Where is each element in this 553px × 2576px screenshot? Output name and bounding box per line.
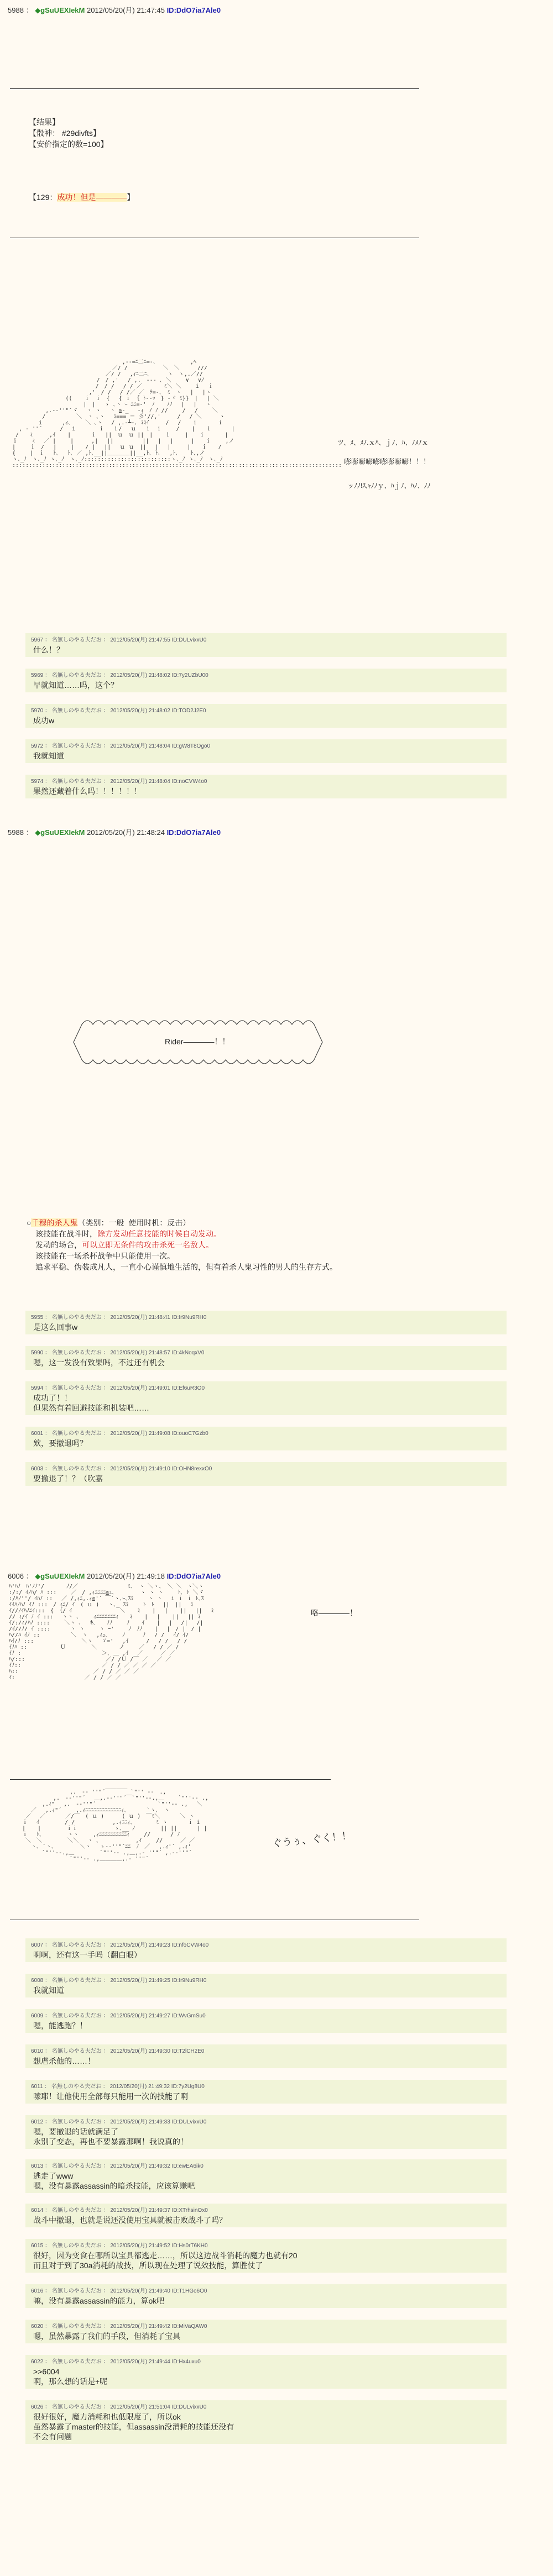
skill-line: 该技能在一场杀杯战争中只能使用一次。 xyxy=(35,1252,175,1260)
post-date: 2012/05/20(月) 21:49:18 xyxy=(87,1572,165,1580)
skill-line: 发动的场合，可以立即无条件的攻击杀死一名敌人。 xyxy=(35,1240,213,1249)
reply-meta[interactable]: 5969 ： 名無しのやる夫だお ： 2012/05/20(月) 21:48:02 ID:7y2UZbU00 xyxy=(31,672,208,679)
reply-meta[interactable]: 6013 ： 名無しのやる夫だお ： 2012/05/20(月) 21:49:32 ID:ewEA6ik0 xyxy=(31,2163,204,2169)
poster-name[interactable]: ◆gSuUEXIekM xyxy=(35,828,85,837)
result-line: 【结果】 xyxy=(29,118,60,127)
reply-block xyxy=(25,2044,507,2068)
reply-meta[interactable]: 6016 ： 名無しのやる夫だお ： 2012/05/20(月) 21:49:40 ID:T1HGo6O0 xyxy=(31,2288,207,2294)
reply-block xyxy=(25,1427,507,1450)
reply-block xyxy=(25,2239,507,2273)
reply-text: 要撤退了！？（吹嘉 xyxy=(33,1474,103,1483)
reply-block xyxy=(25,669,507,692)
skill-line: 该技能在战斗时，除方发动任意技能的时候自动发动。 xyxy=(35,1229,221,1238)
reply-text: 是这么回事w xyxy=(33,1323,78,1332)
reply-meta[interactable]: 5994 ： 名無しのやる夫だお ： 2012/05/20(月) 21:49:01 ID:Ef6uR3O0 xyxy=(31,1385,205,1391)
reply-meta[interactable]: 6015 ： 名無しのやる夫だお ： 2012/05/20(月) 21:49:52 ID:Hs0rT6KH0 xyxy=(31,2243,208,2249)
post-header: 6006 ： ◆gSuUEXIekM 2012/05/20(月) 21:49:18 ID:DdO7ia7Ale0 xyxy=(8,1572,221,1580)
reply-block xyxy=(25,739,507,763)
reply-meta[interactable]: 6008 ： 名無しのやる夫だお ： 2012/05/20(月) 21:49:25 ID:Ir9Nu9RH0 xyxy=(31,1978,207,1984)
aa-sound-text: ッﾉﾉ!ｽ,ｬﾉﾉｙ、ﾊｊﾉ、ﾊﾉ、ﾉﾉ xyxy=(347,482,431,490)
reply-text: 成功了！！ 但果然有着回避技能和机装吧…… xyxy=(33,1394,149,1412)
reply-text: 很好很好，魔力消耗和也低限度了，所以ok 虽然暴露了master的技能，但assassin没消耗的技能还没有 不会有问题 xyxy=(33,2412,234,2441)
skill-name: 千穆的杀人鬼 xyxy=(31,1218,78,1227)
reply-block xyxy=(25,2115,507,2149)
reply-text: 欸，要撤退吗？ xyxy=(33,1439,87,1448)
poster-name[interactable]: ◆gSuUEXIekM xyxy=(35,1572,85,1580)
status-line: 【129：成功！但是————】 xyxy=(29,193,135,202)
reply-text: 我就知道 xyxy=(33,751,64,760)
divider xyxy=(10,88,419,89)
reply-block xyxy=(25,1346,507,1370)
reply-block xyxy=(25,633,507,657)
reply-text: 很好，因为变食在哪所以宝具都逃走……，所以这边战斗消耗的魔力也就有20 而且对于到了30a消耗的战技，所以现在处理了说效技能，算胜仗了 xyxy=(33,2251,298,2270)
reply-block xyxy=(25,775,507,798)
reply-meta[interactable]: 6022 ： 名無しのやる夫だお ： 2012/05/20(月) 21:49:44 ID:Hx4uxu0 xyxy=(31,2359,201,2365)
skill-line: 追求平稳、伪装成凡人，一直小心谨慎地生活的，但有着杀人鬼习性的男人的生存方式。 xyxy=(35,1263,337,1271)
reply-block xyxy=(25,2400,507,2444)
poster-id[interactable]: ID:DdO7ia7Ale0 xyxy=(166,828,221,837)
reply-text: 战斗中撤退，也就是说还没使用宝具就被击败战斗了吗？ xyxy=(33,2216,227,2225)
reply-block xyxy=(25,1462,507,1486)
reply-text: 成功w xyxy=(33,716,55,725)
reply-text: 早就知道……吗，这个？ xyxy=(33,681,118,690)
aa-speech-text: 咯————！ xyxy=(311,1608,357,1617)
reply-block xyxy=(25,2355,507,2389)
reply-text: 啊啊，还有这一手吗（翻白眼） xyxy=(33,1951,142,1959)
reply-meta[interactable]: 5967 ： 名無しのやる夫だお ： 2012/05/20(月) 21:47:55 ID:DULvixxU0 xyxy=(31,637,207,643)
reply-meta[interactable]: 5972 ： 名無しのやる夫だお ： 2012/05/20(月) 21:48:04 ID:gW8T8Ogo0 xyxy=(31,743,211,749)
reply-text: 嗯，能逃跑？！ xyxy=(33,2021,87,2030)
reply-meta[interactable]: 6010 ： 名無しのやる夫だお ： 2012/05/20(月) 21:49:30 ID:T2lCH2E0 xyxy=(31,2048,205,2054)
reply-text: 嗯，这一发没有致果吗，不过还有机会 xyxy=(33,1358,165,1367)
reply-meta[interactable]: 6014 ： 名無しのやる夫だお ： 2012/05/20(月) 21:49:37 ID:XTrhsinOx0 xyxy=(31,2207,208,2214)
reply-meta[interactable]: 6011 ： 名無しのやる夫だお ： 2012/05/20(月) 21:49:32 ID:7y2Ug8U0 xyxy=(31,2084,205,2090)
reply-block xyxy=(25,2009,507,2033)
aa-sound-text: 嘭嘭嘭嘭嘭嘭嘭嘭嘭！！！ xyxy=(344,458,431,466)
status-highlight: 成功！但是———— xyxy=(57,193,127,202)
reply-block xyxy=(25,1974,507,1997)
reply-block xyxy=(25,704,507,728)
post-number: 5988 xyxy=(8,828,24,837)
post-number: 6006 xyxy=(8,1572,24,1580)
post-number: 5988 xyxy=(8,6,24,14)
reply-meta[interactable]: 6020 ： 名無しのやる夫だお ： 2012/05/20(月) 21:49:42 ID:MiVaQAW0 xyxy=(31,2323,207,2330)
poster-id[interactable]: ID:DdO7ia7Ale0 xyxy=(166,6,221,14)
reply-block xyxy=(25,1311,507,1334)
reply-block xyxy=(25,2080,507,2104)
reply-meta[interactable]: 6026 ： 名無しのやる夫だお ： 2012/05/20(月) 21:51:04 ID:DULvixxU0 xyxy=(31,2404,207,2410)
reply-meta[interactable]: 6003 ： 名無しのやる夫だお ： 2012/05/20(月) 21:49:10 ID:OHN8rexxO0 xyxy=(31,1466,212,1472)
post-date: 2012/05/20(月) 21:48:24 xyxy=(87,828,165,837)
reply-meta[interactable]: 6007 ： 名無しのやる夫だお ： 2012/05/20(月) 21:49:23 ID:nfoCVW4o0 xyxy=(31,1942,209,1948)
poster-id[interactable]: ID:DdO7ia7Ale0 xyxy=(166,1572,221,1580)
result-line: 【安价指定的数=100】 xyxy=(29,140,108,149)
reply-text: 嘛，没有暴露assassin的能力，算ok吧 xyxy=(33,2296,165,2305)
skill-title: ○千穆的杀人鬼（类别：一般 使用时机：反击） xyxy=(27,1218,191,1227)
reply-text: 嗯，要撤退的话就满足了 永别了变态，再也不要暴露那啊！我说真的！ xyxy=(33,2127,188,2146)
ascii-art: ,‐-=ﾆ二ﾆ=-､ ,ﾍ ／/ / ＼ ＼ /// ／/ / ,ｨﾆ二ﾆ､ ヽ ヽ,.／// / / ,' / ,. -‐‐ ､ ＼ ∨ ∨ﾉ / / / / / ／ ﾐ＼ ＼ i ｉ ,' / / / /／ ／ ﾃ=-､ ﾐ ヽ | |ヽ (( ｉ ｉ { { ｉ ｛ ﾄ‐-ｯ } ‐ヾ ﾐ}} | | ＼ | | ゝ ､ヽ ｰ ﾆﾆ=‐' ﾉ ﾉﾉ | | ヽ ,.-‐''"´ヾ ヽ ヽ ヽ ≧-_ ‐ｨ ﾉ ﾉ // / / ＼ / ＼ ヽ ､ヽ ﾐ=== ＝ 彡'//,' / / ＼ ヽ i ,ｨ､ ＼ ､ヽ / ,.‐┴-､ ﾐﾐｲ / / ｉ ｉ , ‐ ''´ / i ｉ ｉ/ ｕ ｉ ｉ / | ｉ | / ﾐ ,ｲ | ｉ || ｕ ｕ || | ｉ | ｉ | ｉ ﾐ ／ | | ,| || || | | | ｉ ,ノ | ｉ / | | / | || ｕ ｕ || | | | ｉ / { | ｉ ﾄ､ ﾄ､ ／ ,ﾄ､__||＿＿＿＿||__,ﾄ､ ﾄ､ ,ﾄ､ ﾄ､,ノ ゝ､_ﾉ ゝ､_ﾉ ゝ､_ﾉ ゝ､_ﾉ::::::::::::::::::::::::::ゝ､_ﾉ ゝ､_ﾉ ゝ､_ﾉ ::::::::::::::::::::::::::::::::::::::::::::::::::::::::::::::::::::::::::::::::::::::::::::::::::: xyxy=(12,359,342,469)
aa-sound-text: ツ、ﾒ、ﾒﾉ.ｘﾊ、ｊﾉ、ﾊ、ﾉﾒﾉｘ xyxy=(337,439,429,446)
reply-meta[interactable]: 6009 ： 名無しのやる夫だお ： 2012/05/20(月) 21:49:27 ID:WvGmSu0 xyxy=(31,2013,206,2019)
reply-text: 嗯，虽然暴露了我们的手段，但消耗了宝具 xyxy=(33,2332,180,2341)
reply-text: 逃走了www 嗯，没有暴露assassin的暗杀技能，应该算赚吧 xyxy=(33,2172,195,2190)
reply-block xyxy=(25,2284,507,2308)
reply-block xyxy=(25,2204,507,2227)
divider xyxy=(10,1779,331,1780)
ascii-art: ﾊ'ﾊﾉ ﾊ'ﾉﾉ'/ ﾉ/／ ﾐ､ ヽ ＼ヽ、 ＼ ＼ ヽ＼ヽ :/:/ ｲﾉﾊ/ ﾊ ::: ／ / ,ｨﾆﾆﾆﾆ≧ｭ､ ヽ ヽ ヽ ﾄ､ ﾄ ＼ヾ :/ﾊﾉ''/ ｲﾊﾉ :: ／ /,ｨﾆ,.ｨ≦'´ ￣`ヽ､ｰ､ｽﾐ ヽ ヽ i ｉ ｉ ﾄ､ｽ ｲｲﾊﾉﾊﾉ ｲﾉ ::: / ｨﾆ/ ｲ ( ｕ ) ヽ､_ ｽﾐ ﾄ ﾄ || || ﾐ ｲ//ﾉｲﾊﾉﾆｲ::: { ｛/ ｲ ＼ ﾐ | | || || ﾐ // ｨ/ｲ ﾉ ｲ ::: ヽヽ ､ ｨﾆﾆﾆﾆﾆﾆﾆｨ ﾐ | | || || ﾐ ｲ/:/ｨ/ﾊﾉ :::: ＼ヽ ､ ｷ､ ﾉﾉ ﾉ ｲ | | /| /| /ｲ//ﾉ/ ｲ :::: ヽ ヽ ヽ ｰ' ﾉ ﾉﾉ | | / | / | ﾊ//ﾊ ｲﾉ :: ＼ ヽ ,ｨｭ､ ﾉ ﾉ / / ｲ/ ｲ/ ﾊｲ/ﾉ ::: ＼ヽ ゞ=' ,ｲ / / / / / ｲﾉﾊ :: Ｕ ＼ ノ ／ / / ／ / ｲﾉ : ＞､ ＿ ,ｲ ／ ／ ／ ﾊ/::: ／/ /Ｕ /￣ ／ ／ ／ ｲﾉ:: ／ / / ／ ／ ／ ／ ﾊ:: ／ / / ／ ／ ／ ｲ: ／ / / ／ ／ xyxy=(9,1584,214,1681)
reply-meta[interactable]: 5955 ： 名無しのやる夫だお ： 2012/05/20(月) 21:48:41 ID:Ir9Nu9RH0 xyxy=(31,1315,207,1321)
result-line: 【骰神： #29divfts】 xyxy=(29,129,101,138)
reply-block xyxy=(25,1938,507,1962)
post-header: 5988 ： ◆gSuUEXIekM 2012/05/20(月) 21:48:24 ID:DdO7ia7Ale0 xyxy=(8,828,221,837)
reply-meta[interactable]: 6001 ： 名無しのやる夫だお ： 2012/05/20(月) 21:49:08 ID:ouoC7Gzb0 xyxy=(31,1431,208,1437)
reply-block xyxy=(25,1381,507,1415)
post-header: 5988 ： ◆gSuUEXIekM 2012/05/20(月) 21:47:45 ID:DdO7ia7Ale0 xyxy=(8,6,221,14)
reply-text: 我就知道 xyxy=(33,1986,64,1995)
reply-meta[interactable]: 5990 ： 名無しのやる夫だお ： 2012/05/20(月) 21:48:57 ID:4kNoqxV0 xyxy=(31,1350,205,1356)
reply-text: 果然还藏着什么吗！！！！！！ xyxy=(33,787,142,796)
poster-name[interactable]: ◆gSuUEXIekM xyxy=(35,6,85,14)
reply-block xyxy=(25,2320,507,2343)
post-date: 2012/05/20(月) 21:47:45 xyxy=(87,6,165,14)
aa-sfx-text: ぐうぅ、ぐく！！ xyxy=(272,1830,352,1849)
ascii-art: ,. -‐ ''"´￣￣￣￣ `"'' ‐- ., ,. -‐''"´ ＿,.-‐''"´￣`"''‐-.,＿ `"''‐- ., ,.ｨ" ,. -‐''"´ `"''‐- ., ＼ ／ ,.ｨ"´ ,.ｨﾆﾆﾆﾆﾆﾆﾆﾆﾆﾆﾆﾆﾆｨ､ `ヽ､ ヽ ／ ／ ／/￣ ( ｕ ) ( ｕ ) ￣ﾐ＼ ＼ ヽ ｉ ｲ / / ,.ｨﾆﾆｨ､ ﾐ ヽ ｉ i | | ｉｉ ゝ､__ ﾉ || || | | ｉ ﾄ､ ヽヽ ,ｨﾆﾆﾆﾆﾆﾆﾆﾆﾆﾆｨ // / ﾉ ＼ ＼ ＼＼ ヽ ､ ,ｲ // ／ ／ ヽ､ `ヽ､ ＼ヽ ゝ-‐''"´ﾆﾆ ﾉ ／ ,.ｨ'´ ,.ｨ' `"''‐-.,＿ `"''‐- .,＿,.- ''"´ ,.-‐''"´ `"''‐- .,＿＿＿＿,.- ''"´ xyxy=(22,1789,208,1862)
reply-meta[interactable]: 5974 ： 名無しのやる夫だお ： 2012/05/20(月) 21:48:04 ID:noCVW4o0 xyxy=(31,779,207,785)
reply-text: 想虐杀他的……！ xyxy=(33,2057,95,2065)
reply-text: 嗦耶！让他使用全部每只能用一次的技能了啊 xyxy=(33,2092,188,2101)
reply-text: >>6004 啊，那么想的话是+呢 xyxy=(33,2367,108,2386)
bubble-text: Rider————！！ xyxy=(165,1037,230,1046)
reply-meta[interactable]: 6012 ： 名無しのやる夫だお ： 2012/05/20(月) 21:49:33 ID:DULvixxU0 xyxy=(31,2119,207,2125)
reply-block xyxy=(25,2159,507,2193)
reply-text: 什么！？ xyxy=(33,645,64,654)
reply-meta[interactable]: 5970 ： 名無しのやる夫だお ： 2012/05/20(月) 21:48:02 ID:TOD2J2E0 xyxy=(31,708,206,714)
